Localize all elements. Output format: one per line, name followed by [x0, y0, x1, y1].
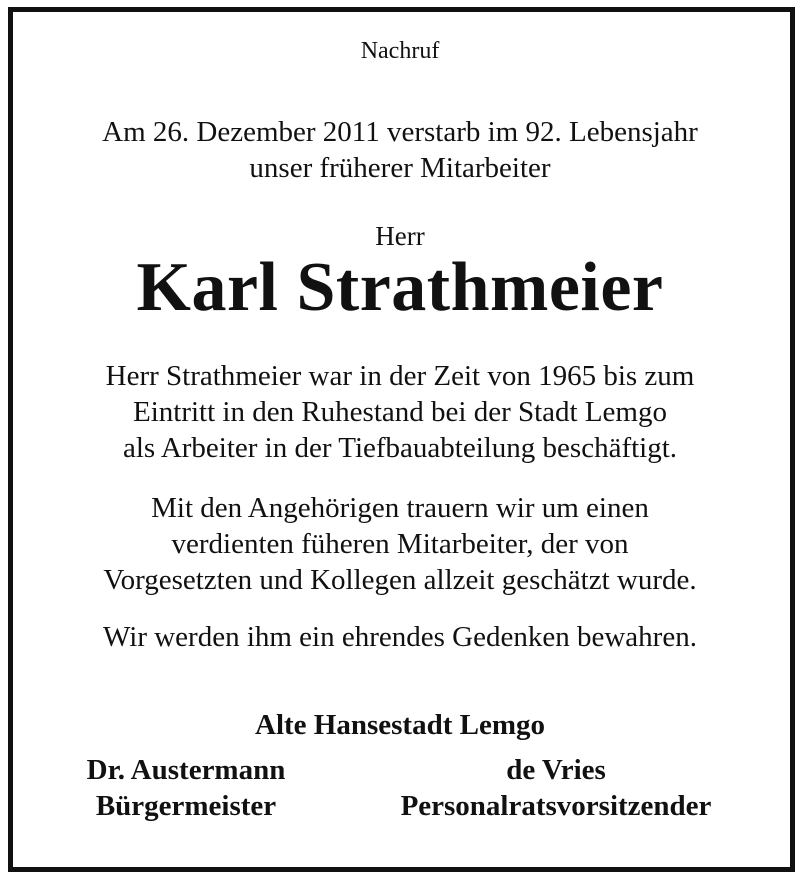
notice-heading: Nachruf: [360, 38, 440, 64]
salutation: Herr: [375, 221, 425, 251]
mourning-paragraph: [0, 490, 800, 598]
signer-role: Bürgermeister: [95, 790, 277, 822]
signer-name: de Vries: [506, 754, 606, 786]
signer-staff-council: [376, 752, 736, 824]
paragraph-line: als Arbeiter in der Tiefbauabteilung beschäftigt.: [122, 432, 678, 464]
closing-sentence: Wir werden ihm ein ehrendes Gedenken bewahren.: [103, 621, 697, 653]
intro-line: Am 26. Dezember 2011 verstarb im 92. Lebensjahr: [102, 116, 698, 148]
paragraph-line: Vorgesetzten und Kollegen allzeit geschätzt wurde.: [103, 564, 697, 596]
organization-name: Alte Hansestadt Lemgo: [255, 709, 545, 741]
paragraph-line: verdienten füheren Mitarbeiter, der von: [171, 528, 629, 560]
signer-mayor: [6, 752, 366, 824]
signer-role: Personalratsvorsitzender: [400, 790, 712, 822]
paragraph-line: Eintritt in den Ruhestand bei der Stadt Lemgo: [133, 396, 667, 428]
paragraph-line: Mit den Angehörigen trauern wir um einen: [151, 492, 649, 524]
paragraph-line: Herr Strathmeier war in der Zeit von 1965 bis zum: [105, 360, 695, 392]
deceased-name: Karl Strathmeier: [136, 249, 664, 326]
intro-text: [0, 114, 800, 186]
signer-name: Dr. Austermann: [86, 754, 286, 786]
intro-line: unser früherer Mitarbeiter: [249, 152, 551, 184]
career-paragraph: [0, 358, 800, 466]
